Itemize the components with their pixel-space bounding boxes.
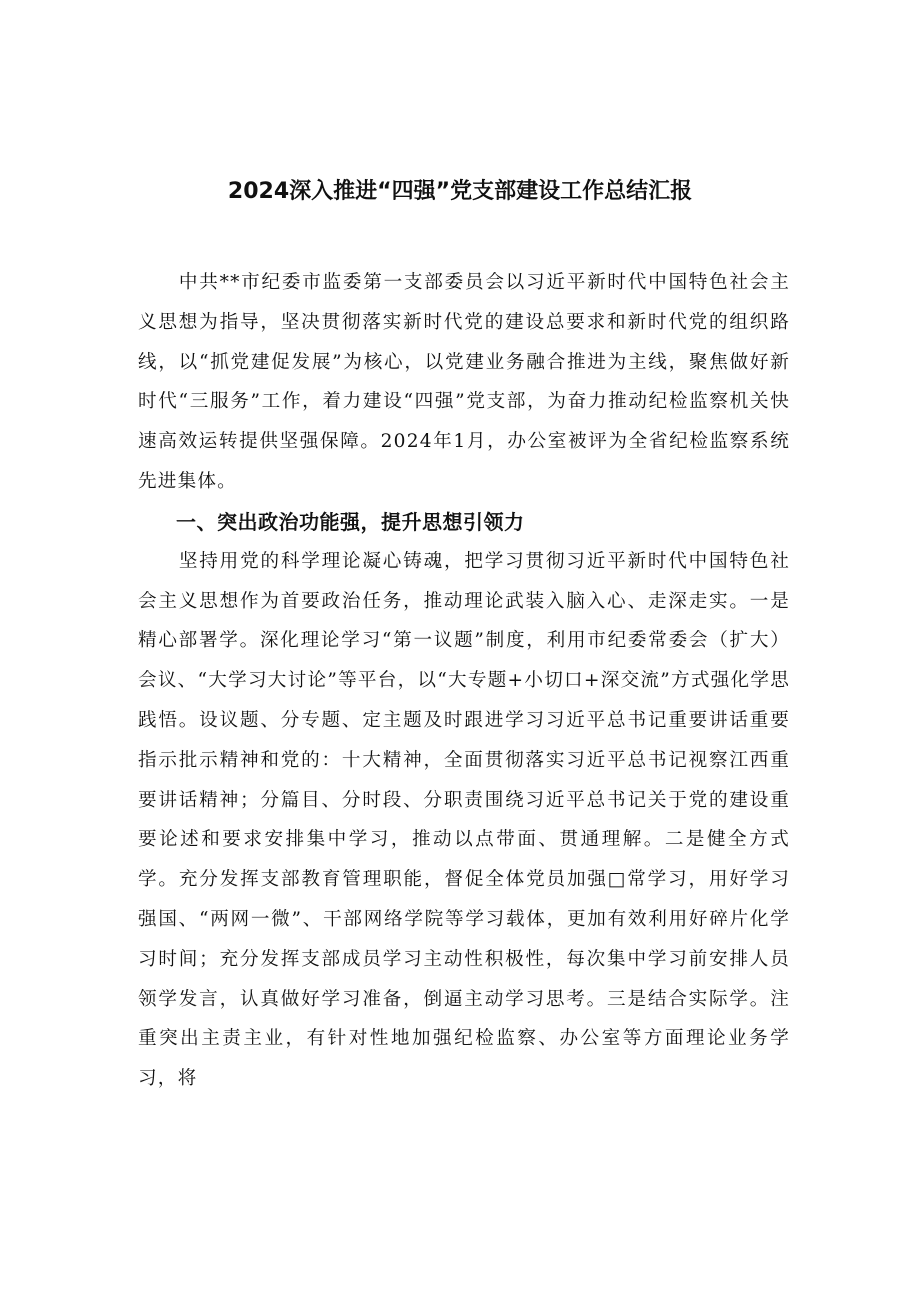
section-1-paragraph: 坚持用党的科学理论凝心铸魂，把学习贯彻习近平新时代中国特色社会主义思想作为首要政治任务，推动理论武装入脑入心、走深走实。一是精心部署学。深化理论学习“第一议题”制度，利用市纪委常委会（扩大）会议、“大学习大讨论”等平台，以“大专题+小切口+深交流”方式强化学思践悟。设议题、分专题、定主题及时跟进学习习近平总书记重要讲话重要指示批示精神和党的：十大精神，全面贯彻落实习近平总书记视察江西重要讲话精神；分篇目、分时段、分职责围绕习近平总书记关于党的建设重要论述和要求安排集中学习，推动以点带面、贯通理解。二是健全方式学。充分发挥支部教育管理职能，督促全体党员加强□常学习，用好学习强国、“两网一微”、干部网络学院等学习载体，更加有效利用好碎片化学习时间；充分发挥支部成员学习主动性积极性，每次集中学习前安排人员领学发言，认真做好学习准备，倒逼主动学习思考。三是结合实际学。注重突出主责主业，有针对性地加强纪检监察、办公室等方面理论业务学习，将 [138,550,790,1090]
section-1-heading: 一、突出政治功能强，提升思想引领力 [176,509,525,534]
document-body [138,263,790,1099]
document-title: 2024深入推进“四强”党支部建设工作总结汇报 [227,179,693,204]
intro-paragraph: 中共**市纪委市监委第一支部委员会以习近平新时代中国特色社会主义思想为指导，坚决贯彻落实新时代党的建设总要求和新时代党的组织路线，以“抓党建促发展”为核心，以党建业务融合推进为主线，聚焦做好新时代“三服务”工作，着力建设“四强”党支部，为奋力推动纪检监察机关快速高效运转提供坚强保障。2024年1月，办公室被评为全省纪检监察系统先进集体。 [138,272,790,492]
